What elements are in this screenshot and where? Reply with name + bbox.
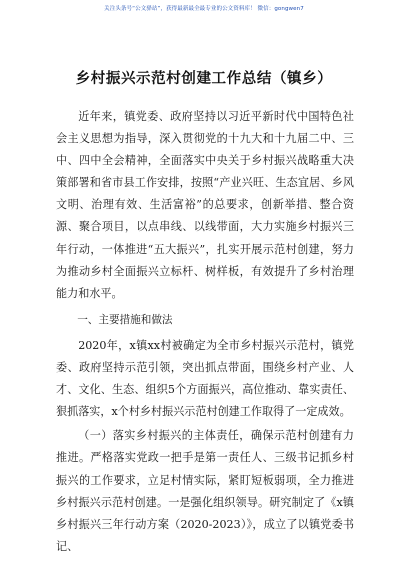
paragraph-intro: 近年来，镇党委、政府坚持以习近平新时代中国特色社会主义思想为指导，深入贯彻党的十九大和十九届二中、三中、四中全会精神，全面落实中央关于乡村振兴战略重大决策部署和省市县工作安排，按照“产业兴旺、生态宜居、乡风文明、治理有效、生活富裕”的总要求，创新举措、整合资源、聚合项目，以点串线、以线带面，大力实施乡村振兴三年行动，一体推进“五大振兴”，扎实开展示范村创建，努力为推动乡村全面振兴立标杆、树样板，有效提升了乡村治理能力和水平。 bbox=[56, 110, 354, 300]
document-title: 乡村振兴示范村创建工作总结（镇乡） bbox=[75, 71, 333, 87]
document-body bbox=[56, 106, 354, 558]
paragraph-responsibility: （一）落实乡村振兴的主体责任，确保示范村创建有力推进。严格落实党政一把手是第一责任人、三级书记抓乡村振兴的工作要求，立足村情实际，紧盯短板弱项，全力推进乡村振兴示范村创建。一是强化组织领导。研究制定了《x镇乡村振兴三年行动方案（2020-2023）》，成立了以镇党委书记、 bbox=[56, 429, 354, 553]
section-heading: 一、主要措施和做法 bbox=[77, 313, 173, 326]
paragraph-2020: 2020年，x镇xx村被确定为全市乡村振兴示范村，镇党委、政府坚持示范引领，突出抓点带面，围绕乡村产业、人才、文化、生态、组织5个方面振兴，高位推动、靠实责任、狠抓落实，x个村乡村振兴示范村创建工作取得了一定成效。 bbox=[56, 338, 354, 419]
header-note: 关注头条号“公文驿站”，获得最新最全最专业的公文资料库！ 微信：gongwen7 bbox=[104, 6, 304, 12]
